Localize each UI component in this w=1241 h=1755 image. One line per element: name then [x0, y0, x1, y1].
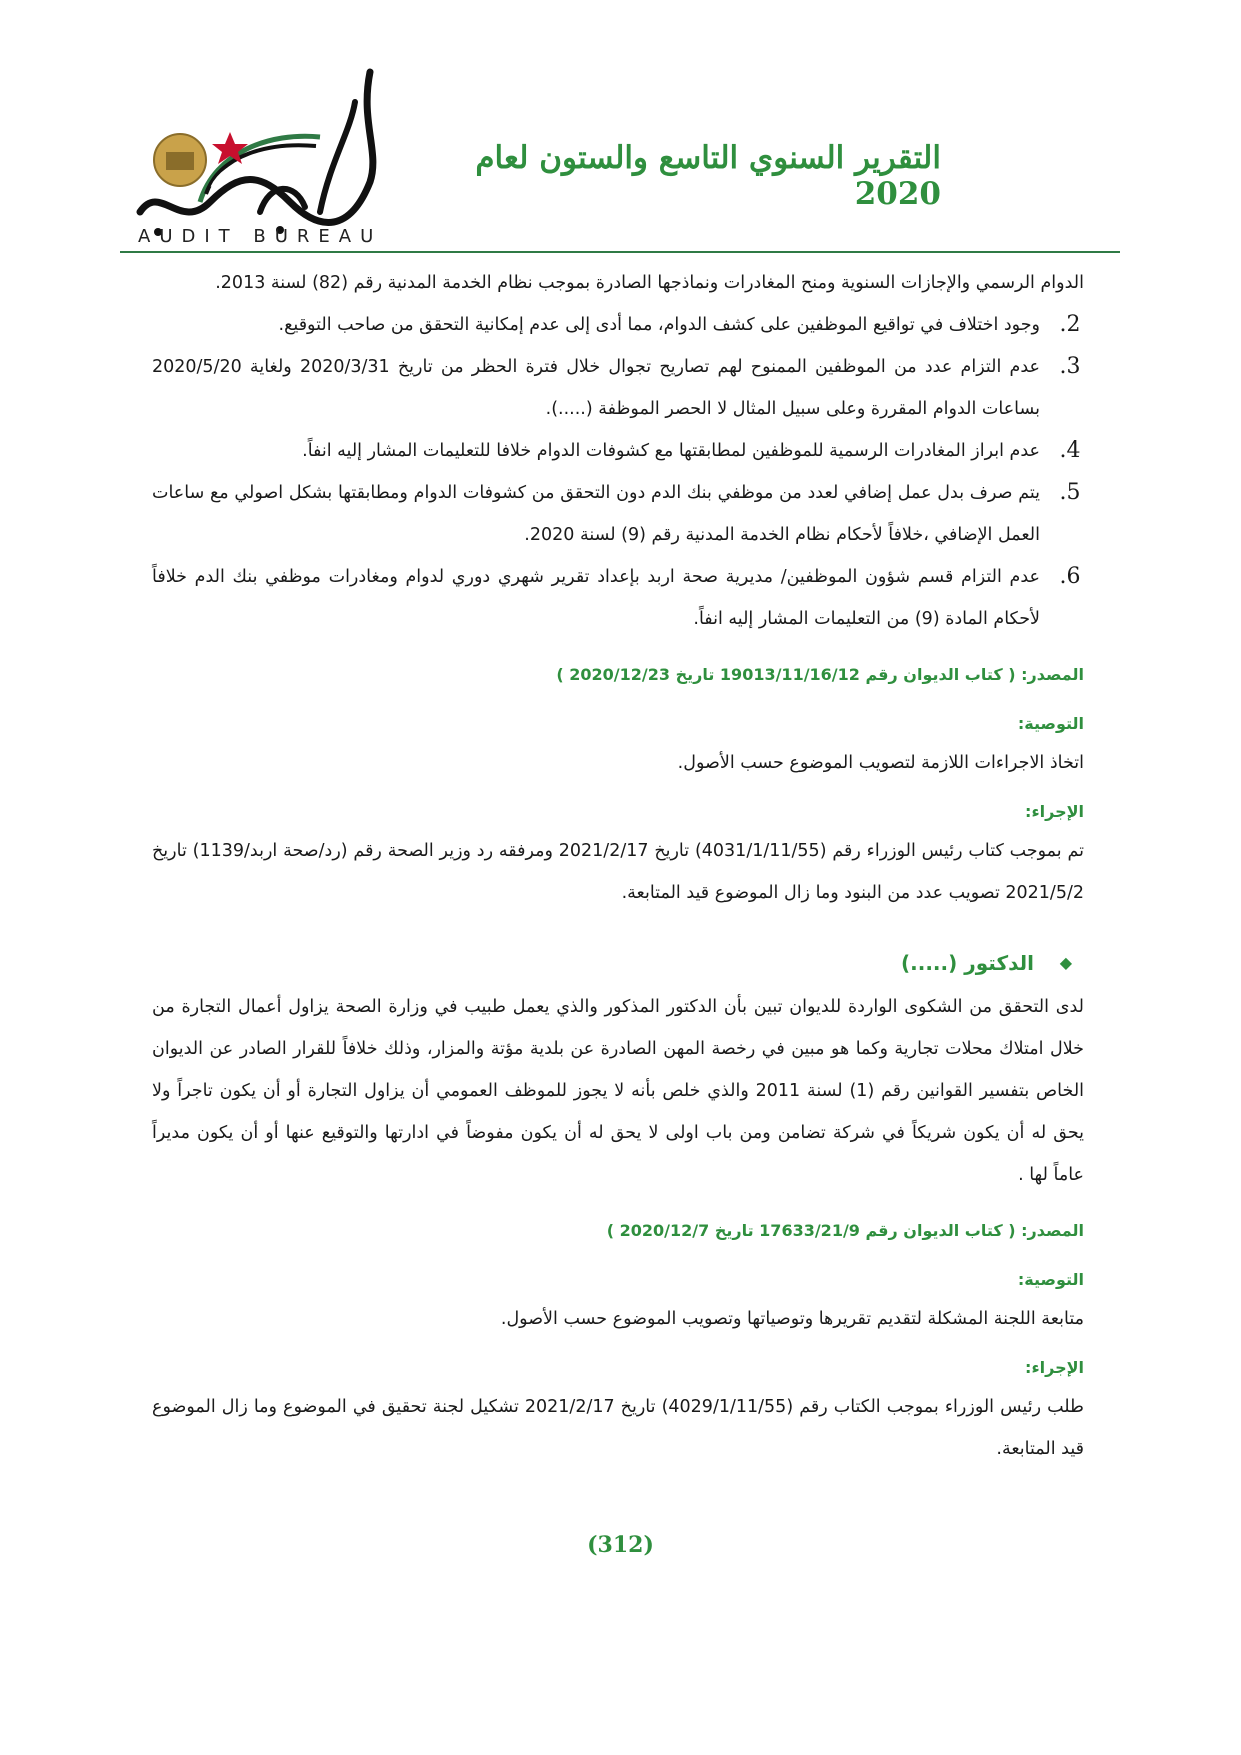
recommendation-label: التوصية: — [1017, 1270, 1084, 1289]
list-item — [152, 304, 1084, 346]
list-item — [152, 556, 1084, 640]
recommendation-text: متابعة اللجنة المشكلة لتقديم تقريرها وتوصياتها وتصويب الموضوع حسب الأصول. — [500, 1309, 1084, 1329]
list-item-text: يتم صرف بدل عمل إضافي لعدد من موظفي بنك الدم دون التحقق من كشوفات الدوام ومطابقتها بشكل اصولي مع ساعات العمل الإضافي ،خلافاً لأحكام نظام الخدمة المدنية رقم (9) لسنة 2020. — [152, 483, 1040, 545]
intro-paragraph: الدوام الرسمي والإجازات السنوية ومنح المغادرات ونماذجها الصادرة بموجب نظام الخدمة المدنية رقم (82) لسنة 2013. — [215, 273, 1084, 293]
diamond-bullet-icon: ◆ — [1059, 953, 1072, 972]
action-text: تم بموجب كتاب رئيس الوزراء رقم (4031/1/11/55) تاريخ 2021/2/17 ومرفقه رد وزير الصحة رقم (رد/صحة اربد/1139) تاريخ 2021/5/2 تصويب عدد من البنود وما زال الموضوع قيد المتابعة. — [152, 841, 1084, 903]
list-item-text: وجود اختلاف في تواقيع الموظفين على كشف الدوام، مما أدى إلى عدم إمكانية التحقق من صاحب التوقيع. — [278, 315, 1040, 335]
list-item-number: .6 — [1059, 564, 1081, 589]
section-title: الدكتور (.....) — [901, 951, 1034, 975]
list-item — [152, 472, 1084, 556]
recommendation-label: التوصية: — [1017, 714, 1084, 733]
list-item-number: .5 — [1059, 480, 1081, 505]
list-item-number: .2 — [1059, 312, 1081, 337]
list-item-number: .3 — [1059, 354, 1081, 379]
section-body: لدى التحقق من الشكوى الواردة للديوان تبين بأن الدكتور المذكور والذي يعمل طبيب في وزارة الصحة يزاول أعمال التجارة من خلال امتلاك محلات تجارية وكما هو مبين في رخصة المهن الصادرة عن بلدية مؤتة والمزار، وذلك خلافاً للقرار الصادر عن الديوان الخاص بتفسير القوانين رقم (1) لسنة 2011 والذي خلص بأنه لا يجوز للموظف العمومي أن يزاول التجارة أو أن يكون تاجراً ولا يحق له أن يكون شريكاً في شركة تضامن ومن باب اولى لا يحق له أن يكون مفوضاً في ادارتها والتوقيع عنها أو أن يكون مديراً عاماً لها . — [152, 997, 1085, 1185]
header-rule — [120, 251, 1120, 253]
audit-bureau-logo — [120, 62, 420, 252]
action-label: الإجراء: — [1025, 802, 1084, 821]
report-title: التقرير السنوي التاسع والستون لعام 2020 — [475, 140, 941, 212]
source-citation: المصدر: ( كتاب الديوان رقم 19013/11/16/12 تاريخ 2020/12/23 ) — [556, 665, 1084, 684]
list-item-number: .4 — [1059, 438, 1081, 463]
list-item-text: عدم ابراز المغادرات الرسمية للموظفين لمطابقتها مع كشوفات الدوام خلافا للتعليمات المشار إليه انفاً. — [302, 441, 1040, 461]
recommendation-text: اتخاذ الاجراءات اللازمة لتصويب الموضوع حسب الأصول. — [677, 753, 1084, 773]
logo-caption: AUDIT BUREAU — [138, 226, 383, 247]
section-heading — [152, 942, 1084, 984]
list-item-text: عدم التزام عدد من الموظفين الممنوح لهم تصاريح تجوال خلال فترة الحظر من تاريخ 2020/3/31 ولغاية 2020/5/20 بساعات الدوام المقررة وعلى سبيل المثال لا الحصر الموظفة (.....). — [152, 357, 1040, 419]
action-text: طلب رئيس الوزراء بموجب الكتاب رقم (4029/1/11/55) تاريخ 2021/2/17 تشكيل لجنة تحقيق في الموضوع وما زال الموضوع قيد المتابعة. — [152, 1397, 1084, 1459]
page-number: (312) — [587, 1532, 654, 1558]
page-header — [0, 0, 1241, 260]
source-citation: المصدر: ( كتاب الديوان رقم 17633/21/9 تاريخ 2020/12/7 ) — [606, 1221, 1084, 1240]
list-item — [152, 346, 1084, 430]
list-item-text: عدم التزام قسم شؤون الموظفين/ مديرية صحة اربد بإعداد تقرير شهري دوري لدوام ومغادرات موظفي بنك الدم خلافاً لأحكام المادة (9) من التعليمات المشار إليه انفاً. — [152, 567, 1040, 629]
action-label: الإجراء: — [1025, 1358, 1084, 1377]
list-item — [152, 430, 1084, 472]
page-content — [152, 262, 1084, 1470]
